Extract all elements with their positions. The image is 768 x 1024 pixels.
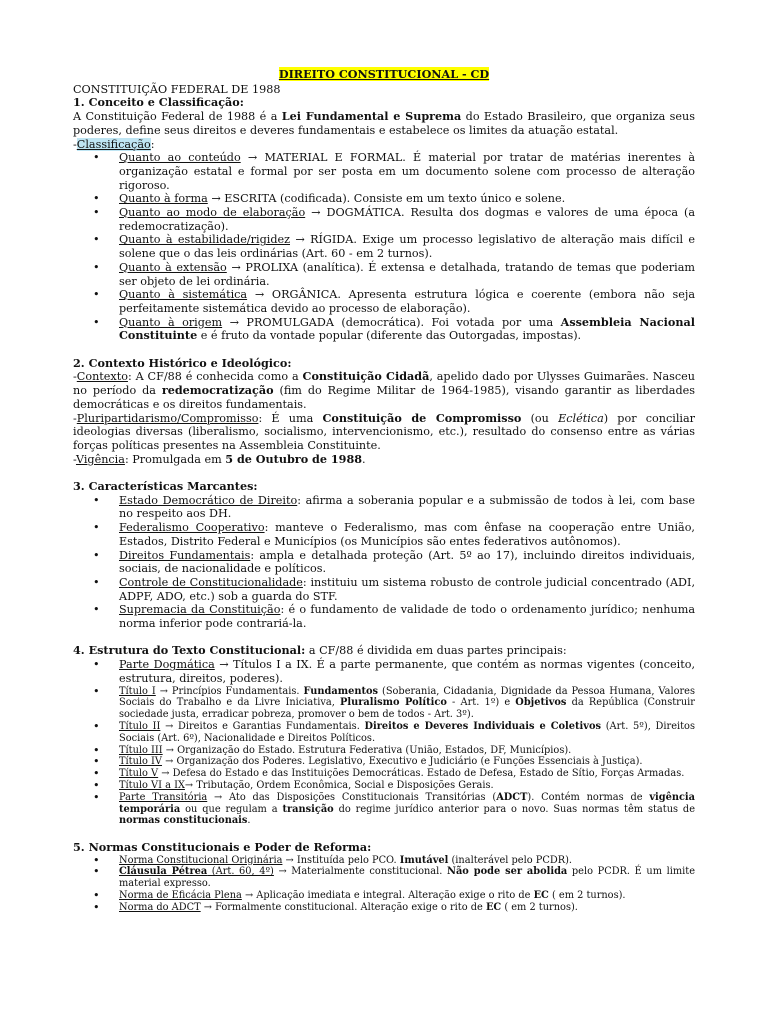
section-1-paragraph: A Constituição Federal de 1988 é a Lei Fundamental e Suprema do Estado Brasileiro, que organiza seus poderes, define seus direitos e deveres fundamentais e estabelece os limites da atuação estatal. [73,109,695,137]
norms-list [73,855,695,914]
characteristics-list [73,494,695,631]
list-item: • Título IV → Organização dos Poderes. Legislativo, Executivo e Judiciário (e Funções Essenciais à Justiça). [73,756,695,768]
section-3-heading: 3. Características Marcantes: [73,479,258,494]
list-item: • Título V → Defesa do Estado e das Instituições Democráticas. Estado de Defesa, Estado de Sítio, Forças Armadas. [73,768,695,780]
list-item: • Parte Transitória → Ato das Disposições Constitucionais Transitórias (ADCT). Contém normas de vigência temporária ou que regulam a transição do regime jurídico anterior para o novo. Suas normas têm status de normas constitucionais. [73,792,695,827]
list-item: • Quanto à forma → ESCRITA (codificada). Consiste em um texto único e solene. [73,192,695,206]
list-item: • Quanto à estabilidade/rigidez → RÍGIDA. Exige um processo legislativo de alteração mais difícil e solene que o das leis ordinárias (Art. 60 - em 2 turnos). [73,233,695,260]
document-body [73,68,695,914]
section-4-heading: 4. Estrutura do Texto Constitucional: a CF/88 é dividida em duas partes principais: [73,643,567,658]
list-item: • Quanto ao modo de elaboração → DOGMÁTICA. Resulta dos dogmas e valores de uma época (a redemocratização). [73,206,695,233]
list-item: • Federalismo Cooperativo: manteve o Federalismo, mas com ênfase na cooperação entre União, Estados, Distrito Federal e Municípios (os Municípios são entes federativos autônomos). [73,521,695,548]
classification-list [73,151,695,343]
section-2-heading: 2. Contexto Histórico e Ideológico: [73,355,292,370]
list-item: • Título II → Direitos e Garantias Fundamentais. Direitos e Deveres Individuais e Coletivos (Art. 5º), Direitos Sociais (Art. 6º), Nacionalidade e Direitos Políticos. [73,721,695,745]
list-item: • Cláusula Pétrea (Art. 60, 4º) → Materialmente constitucional. Não pode ser abolida pelo PCDR. É um limite material expresso. [73,866,695,890]
list-item: • Quanto ao conteúdo → MATERIAL E FORMAL. É material por tratar de matérias inerentes à organização estatal e formal por ser posta em um documento solene com processo de alteração rigoroso. [73,151,695,192]
list-item: • Título III → Organização do Estado. Estrutura Federativa (União, Estados, DF, Municípios). [73,745,695,757]
list-item: • Título VI a IX→ Tributação, Ordem Econômica, Social e Disposições Gerais. [73,780,695,792]
list-item: • Controle de Constitucionalidade: instituiu um sistema robusto de controle judicial concentrado (ADI, ADPF, ADO, etc.) sob a guarda do STF. [73,576,695,603]
document-subtitle: CONSTITUIÇÃO FEDERAL DE 1988 [73,82,281,96]
pluripartidarismo-paragraph: -Pluripartidarismo/Compromisso: É uma Constituição de Compromisso (ou Eclética) por conciliar ideologias diversas (liberalismo, socialismo, intervencionismo, etc.), resultado do consenso entre as várias forças políticas presentes na Assembleia Constituinte. [73,410,695,452]
titles-list [73,686,695,828]
section-5-heading: 5. Normas Constitucionais e Poder de Reforma: [73,839,372,854]
classification-label: -Classificação: [73,137,155,151]
list-item: • Direitos Fundamentais: ampla e detalhada proteção (Art. 5º ao 17), incluindo direitos individuais, sociais, de nacionalidade e políticos. [73,549,695,576]
document-title: DIREITO CONSTITUCIONAL - CD [278,67,490,81]
list-item: • Supremacia da Constituição: é o fundamento de validade de todo o ordenamento jurídico; nenhuma norma inferior pode contrariá-la. [73,603,695,630]
list-item: • Quanto à origem → PROMULGADA (democrática). Foi votada por uma Assembleia Nacional Constituinte e é fruto da vontade popular (diferente das Outorgadas, impostas). [73,316,695,343]
structure-list [73,658,695,685]
list-item: • Norma Constitucional Originária → Instituída pelo PCO. Imutável (inalterável pelo PCDR). [73,855,695,867]
section-1-heading: 1. Conceito e Classificação: [73,95,244,110]
list-item: • Quanto à extensão → PROLIXA (analítica). É extensa e detalhada, tratando de temas que poderiam ser objeto de lei ordinária. [73,261,695,288]
contexto-paragraph: -Contexto: A CF/88 é conhecida como a Constituição Cidadã, apelido dado por Ulysses Guimarães. Nasceu no período da redemocratização (fim do Regime Militar de 1964-1985), visando garantir as liberdades democráticas e os direitos fundamentais. [73,369,695,411]
list-item: • Título I → Princípios Fundamentais. Fundamentos (Soberania, Cidadania, Dignidade da Pessoa Humana, Valores Sociais do Trabalho e da Livre Iniciativa, Pluralismo Político - Art. 1º) e Objetivos da República (Construir sociedade justa, erradicar pobreza, promover o bem de todos - Art. 3º). [73,686,695,721]
list-item: • Quanto à sistemática → ORGÂNICA. Apresenta estrutura lógica e coerente (embora não seja perfeitamente sistemática devido ao processo de elaboração). [73,288,695,315]
list-item: • Norma de Eficácia Plena → Aplicação imediata e integral. Alteração exige o rito de EC ( em 2 turnos). [73,890,695,902]
list-item: • Estado Democrático de Direito: afirma a soberania popular e a submissão de todos à lei, com base no respeito aos DH. [73,494,695,521]
vigencia-paragraph: -Vigência: Promulgada em 5 de Outubro de 1988. [73,451,366,466]
list-item: • Parte Dogmática → Títulos I a IX. É a parte permanente, que contém as normas vigentes (conceito, estrutura, direitos, poderes). [73,658,695,685]
list-item: • Norma do ADCT → Formalmente constitucional. Alteração exige o rito de EC ( em 2 turnos). [73,902,695,914]
